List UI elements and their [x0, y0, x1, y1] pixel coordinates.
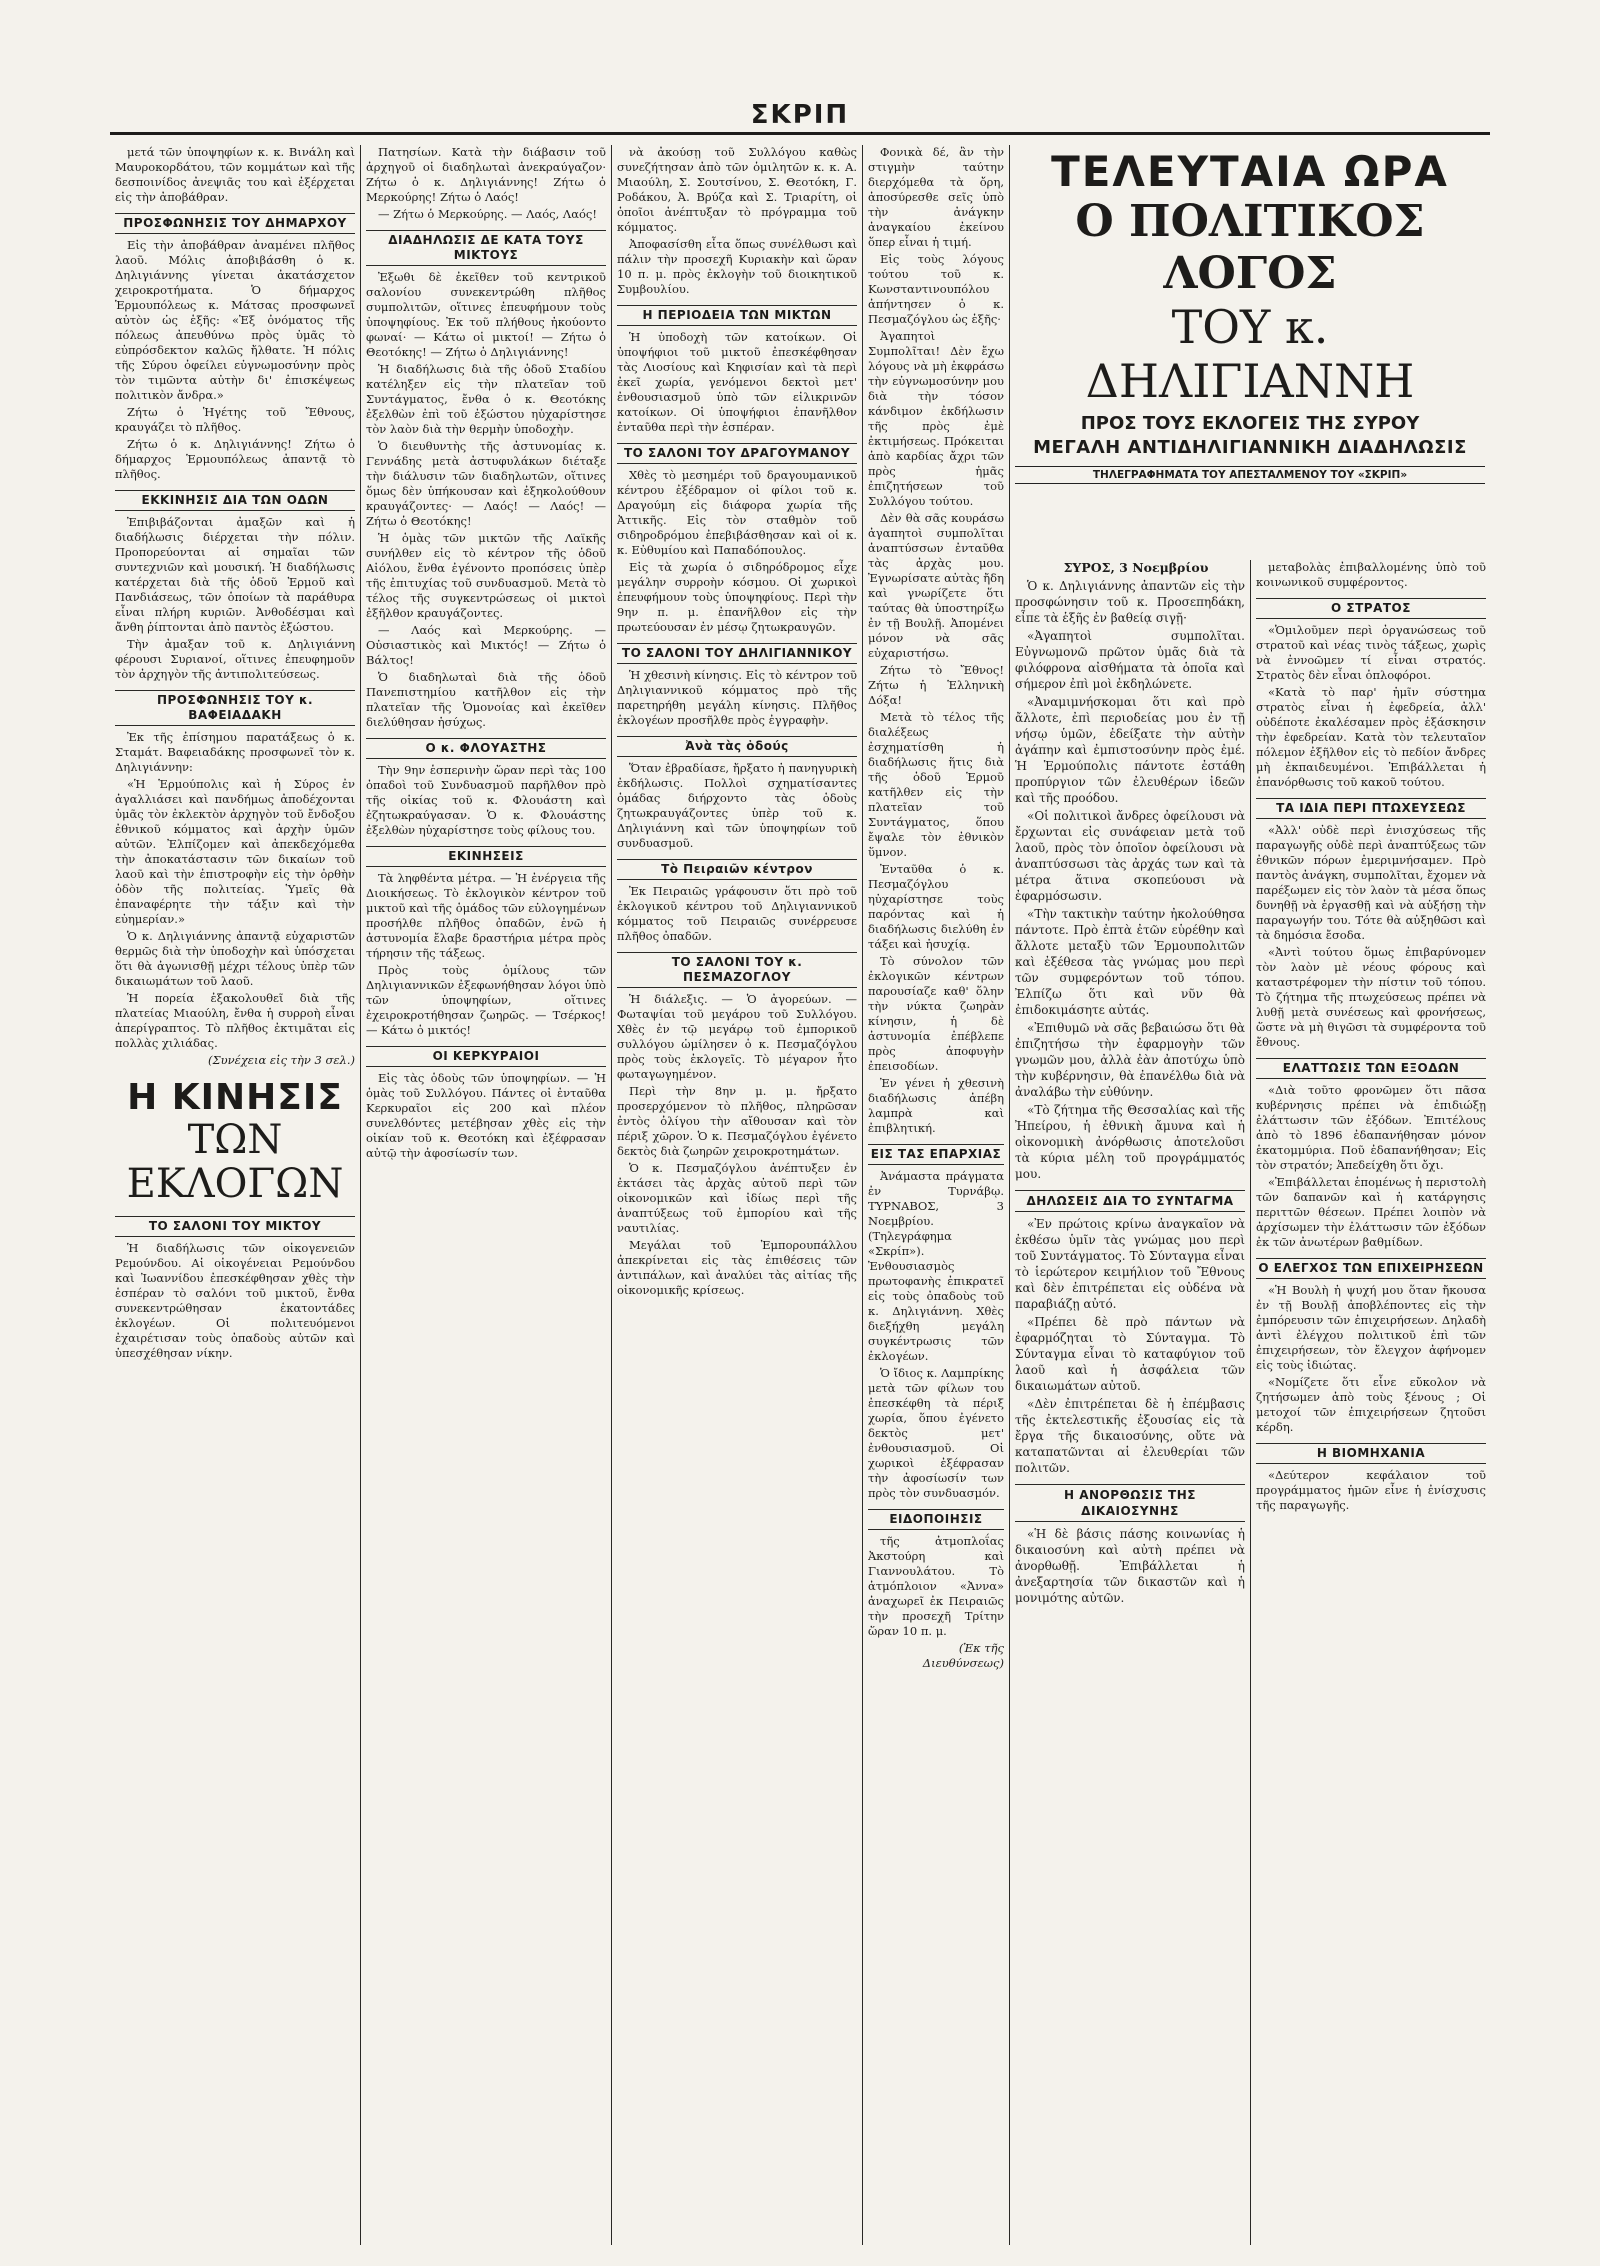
paragraph: Ἡ διαδήλωσις τῶν οἰκογενειῶν Ρεμούνδου. Αἱ οἰκογένειαι Ρεμούνδου καὶ Ἰωαννίδου ἐπεσκέφθησαν χθὲς τὴν ἑσπέραν τὸ σαλόνι τοῦ μικτοῦ, ἔνθα συνεκεντρώθησαν ἑκατοντάδες ἐκλογέων. Οἱ πολιτευόμενοι ἐχαιρέτισαν τοὺς ὀπαδοὺς αὐτῶν καὶ ὑπεσχέθησαν νίκην.	[115, 1241, 355, 1360]
paragraph: «Οἱ πολιτικοὶ ἄνδρες ὀφείλουσι νὰ ἔρχωνται εἰς συνάφειαν μετὰ τοῦ λαοῦ, πρὸς τὸν ὁποῖον ὀφείλουσι νὰ ἀναπτύσσωσι τὰς ἀρχάς των καὶ τὰ μέτρα ἅτινα σκοπεύουσι νὰ ἐφαρμόσωσιν.	[1015, 809, 1245, 903]
paragraph: τῆς ἀτμοπλοΐας Ἀκστούρη καὶ Γιαννουλάτου. Τὸ ἀτμόπλοιον «Ἀννα» ἀναχωρεῖ ἐκ Πειραιῶς τὴν προσεχῆ Τρίτην ὥραν 10 π. μ.	[868, 1534, 1004, 1638]
section-heading: ΠΡΟΣΦΩΝΗΣΙΣ ΤΟΥ κ. ΒΑΦΕΙΑΔΑΚΗ	[115, 690, 355, 726]
lead-kicker: ΤΕΛΕΥΤΑΙΑ ΩΡΑ	[1051, 147, 1449, 196]
masthead: ΣΚΡΙΠ	[750, 100, 850, 130]
paragraph: «Δὲν ἐπιτρέπεται δὲ ἡ ἐπέμβασις τῆς ἐκτελεστικῆς ἐξουσίας εἰς τὰ ἔργα τῆς δικαιοσύνης, οὔτε νὰ καταπατῶνται αἱ ἐλευθερίαι τῶν πολιτῶν.	[1015, 1397, 1245, 1475]
paragraph: «Ἡ δὲ βάσις πάσης κοινωνίας ἡ δικαιοσύνη καὶ αὐτὴ πρέπει νὰ ἀνορθωθῇ. Ἐπιβάλλεται ἡ ἀνεξαρτησία τῶν δικαστῶν καὶ ἡ μονιμότης αὐτῶν.	[1015, 1527, 1245, 1605]
paragraph: — Λαός καὶ Μερκούρης. — Οὐσιαστικὸς καὶ Μικτός! — Ζήτω ὁ Βάλτος!	[366, 623, 606, 667]
masthead-rule	[110, 132, 1490, 135]
column-divider	[1250, 560, 1251, 2245]
paragraph: Ἡ διάλεξις. — Ὁ ἀγορεύων. — Φωταψίαι τοῦ μεγάρου τοῦ Συλλόγου. Χθὲς ἐν τῷ μεγάρῳ τοῦ ἐμπορικοῦ συλλόγου ὡμίλησεν ὁ κ. Πεσμαζόγλου πρὸς τοὺς ἐκλογεῖς. Τὸ μέγαρον ἦτο φωταγωγημένον.	[617, 992, 857, 1081]
column-6	[1256, 560, 1486, 2245]
paragraph: «Δεύτερον κεφάλαιον τοῦ προγράμματος ἡμῶν εἶνε ἡ ἐνίσχυσις τῆς παραγωγῆς.	[1256, 1468, 1486, 1512]
paragraph: «Ἀγαπητοὶ συμπολῖται. Εὐγνωμονῶ πρῶτον ὑμᾶς διὰ τὰ φιλόφρονα αἰσθήματα τὰ ὁποῖα καὶ σήμερον ἐπὶ μοὶ ἐκδηλώνετε.	[1015, 629, 1245, 691]
section-heading: Η ΑΝΟΡΘΩΣΙΣ ΤΗΣ ΔΙΚΑΙΟΣΥΝΗΣ	[1015, 1484, 1245, 1522]
paragraph: Χθὲς τὸ μεσημέρι τοῦ δραγουμανικοῦ κέντρου ἐξέδραμον οἱ φίλοι τοῦ κ. Δραγούμη εἰς διάφορα χωρία τῆς Ἀττικῆς. Εἰς τὸν σταθμὸν τοῦ σιδηροδρόμου ἐπεβιβάσθησαν καὶ οἱ κ. κ. Εὐθυμίου καὶ Παπαδόπουλος.	[617, 468, 857, 557]
column-divider	[862, 145, 863, 2245]
paragraph: Εἰς τὰ χωρία ὁ σιδηρόδρομος εἶχε μεγάλην συρροὴν κόσμου. Οἱ χωρικοὶ ἐπευφήμουν τοὺς ὑποψηφίους. Περὶ τὴν 9ην π. μ. ἐπανῆλθον εἰς τὴν πρωτεύουσαν ἐν μέσῳ ζητωκραυγῶν.	[617, 560, 857, 634]
column-3	[617, 145, 857, 2245]
paragraph: Ἐκ τῆς ἐπίσημου παρατάξεως ὁ κ. Σταμάτ. Βαφειαδάκης προσφωνεῖ τὸν κ. Δηλιγιάννην:	[115, 730, 355, 774]
paragraph: Ὁ διευθυντὴς τῆς ἀστυνομίας κ. Γεννάδης μετὰ ἀστυφυλάκων διέταξε τὴν διάλυσιν τῶν διαδηλωτῶν, οἵτινες ὅμως δὲν ὑπήκουσαν καὶ ἐξηκολούθουν κραυγάζοντες· — Λαός! — Λαός! — Ζήτω ὁ Θεοτόκης!	[366, 439, 606, 528]
paragraph: «Κατὰ τὸ παρ' ἡμῖν σύστημα στρατὸς εἶναι ἡ ἐφεδρεία, ἀλλ' οὐδέποτε ἐκαλέσαμεν πρὸς ἐξάσκησιν τὴν ἐφεδρείαν. Κατὰ τὸν τελευταῖον πόλεμον ἐξῆλθον εἰς τὸ πεδίον ἄνδρες μὴ ἐκπαιδευμένοι. Ἐπιβάλλεται ἡ ἐπανόρθωσις τοῦ κακοῦ τούτου.	[1256, 685, 1486, 789]
column-1	[115, 145, 355, 2245]
section-heading: ΕΚΚΙΝΗΣΙΣ ΔΙΑ ΤΩΝ ΟΔΩΝ	[115, 490, 355, 511]
paragraph: Τὴν 9ην ἑσπερινὴν ὥραν περὶ τὰς 100 ὀπαδοὶ τοῦ Συνδυασμοῦ παρῆλθον πρὸ τῆς οἰκίας τοῦ κ. Φλουάστη καὶ ἐζητωκραύγασαν. Ὁ κ. Φλουάστης ἐξελθὼν ηὐχαρίστησε τοὺς φίλους του.	[366, 763, 606, 837]
paragraph: Ἀγαπητοὶ Συμπολῖται! Δὲν ἔχω λόγους νὰ μὴ ἐκφράσω τὴν εὐγνωμοσύνην μου διὰ τὴν τόσον κάνδιμον ἐκδήλωσιν τῆς πρὸς ἐμὲ ἐκτιμήσεως. Πρόκειται ἀπὸ καρδίας ἄχρι τῶν πρὸς ἡμᾶς ἐπιζητήσεων τοῦ Συλλόγου τούτου.	[868, 329, 1004, 508]
paragraph: «Ἀλλ' οὐδὲ περὶ ἐνισχύσεως τῆς παραγωγῆς οὐδὲ περὶ ἀναπτύξεως τῶν ἐθνικῶν πόρων ἐμεριμνήσαμεν. Πρὸ παντὸς ἀνάγκη, συμπολῖται, ἔχομεν νὰ παρέξωμεν εἰς τὸν λαὸν τὰ μέσα ὅπως δυνηθῇ νὰ ἐργασθῇ καὶ νὰ αὐξήσῃ τὴν παραγωγήν του. Τότε θὰ αὐξηθῶσι καὶ τὰ δημόσια ἔσοδα.	[1256, 823, 1486, 942]
headline-line: ΤΩΝ ΕΚΛΟΓΩΝ	[126, 1117, 344, 1207]
paragraph: Δὲν θὰ σᾶς κουράσω ἀγαπητοὶ συμπολῖται ἀναπτύσσων ἐνταῦθα τὰς ἀρχὰς μου. Ἐγνωρίσατε αὐτὰς ἤδη καὶ γνωρίζετε ὅτι ταύτας θὰ ὑποστηρίξω ἐν τῇ Βουλῇ. Ἀπομένει μόνον νὰ σᾶς εὐχαριστήσω.	[868, 511, 1004, 660]
column-divider	[1009, 145, 1010, 2245]
section-heading: ΤΟ ΣΑΛΟΝΙ ΤΟΥ ΔΡΑΓΟΥΜΑΝΟΥ	[617, 443, 857, 464]
paragraph: Ἐκ Πειραιῶς γράφουσιν ὅτι πρὸ τοῦ ἐκλογικοῦ κέντρου τοῦ Δηλιγιαννικοῦ κόμματος τοῦ Πειραιῶς συνέρρευσε πλῆθος ὀπαδῶν.	[617, 884, 857, 943]
paragraph: «Ἐπιθυμῶ νὰ σᾶς βεβαιώσω ὅτι θὰ ἐπιζητήσω τὴν ἐφαρμογὴν τῶν γνωμῶν μου, ἀλλὰ ἐὰν ἀποτύχω ὑπὸ τὴν κυβέρνησιν, θὰ ἐπανέλθω διὰ νὰ ἀναλάβω τὴν εὐθύνην.	[1015, 1021, 1245, 1099]
section-heading: ΕΚΙΝΗΣΕΙΣ	[366, 846, 606, 867]
section-heading: Ο ΣΤΡΑΤΟΣ	[1256, 598, 1486, 619]
paragraph: «Ἀντὶ τούτου ὅμως ἐπιβαρύνομεν τὸν λαὸν μὲ νέους φόρους καὶ καταστρέφομεν τὴν πίστιν τοῦ τόπου. Τὸ ζήτημα τῆς πτωχεύσεως πρέπει νὰ λυθῇ μετὰ συνέσεως καὶ φρονήσεως, ὥστε νὰ μὴ θιγῶσι τὰ συμφέροντα τοῦ ἔθνους.	[1256, 945, 1486, 1049]
paragraph: «Ἐν πρώτοις κρίνω ἀναγκαῖον νὰ ἐκθέσω ὑμῖν τὰς γνώμας μου περὶ τοῦ Συντάγματος. Τὸ Σύνταγμα εἶναι τὸ ἱερώτερον κειμήλιον τοῦ Ἔθνους καὶ δὲν ἐπιτρέπεται εἰς οὐδένα νὰ παραβιάζῃ αὐτό.	[1015, 1217, 1245, 1311]
section-heading: ΔΗΛΩΣΕΙΣ ΔΙΑ ΤΟ ΣΥΝΤΑΓΜΑ	[1015, 1190, 1245, 1212]
paragraph: Ἐξωθι δὲ ἐκεῖθεν τοῦ κεντρικοῦ σαλονίου συνεκεντρώθη πλῆθος συμπολιτῶν, οἵτινες ἐπευφήμουν τοὺς ὑποψηφίους. Ἐκ τοῦ πλήθους ἠκούοντο φωναί· — Κάτω οἱ μικτοί! — Ζήτω ὁ Θεοτόκης! — Ζήτω ὁ Δηλιγιάννης!	[366, 270, 606, 359]
paragraph: Τὴν ἀμαξαν τοῦ κ. Δηλιγιάννη φέρουσι Συριανοί, οἵτινες ἐπευφημοῦν τὸν ἀρχηγὸν τῆς ἀντιπολιτεύσεως.	[115, 637, 355, 681]
paragraph: Ἐπιβιβάζονται ἀμαξῶν καὶ ἡ διαδήλωσις διέρχεται τὴν πόλιν. Προπορεύονται αἱ σημαῖαι τῶν συντεχνιῶν καὶ μουσική. Ἡ διαδήλωσις κατέρχεται διὰ τῆς ὁδοῦ Ἑρμοῦ καὶ Πανδιάσεως, τῶν ὁποίων τὰ παράθυρα εἶναι πλήρη κυριῶν. Ἀνθοδέσμαι καὶ ἄνθη ῥίπτονται ἀπὸ παντὸς ἐξώστου.	[115, 515, 355, 634]
paragraph: Ὁ κ. Δηλιγιάννης ἀπαντᾷ εὐχαριστῶν θερμῶς διὰ τὴν ὑποδοχὴν καὶ ὑπόσχεται ὅτι θὰ ἀγωνισθῇ μέχρι τέλους ὑπὲρ τῶν δικαιωμάτων τοῦ λαοῦ.	[115, 929, 355, 988]
section-heading: Η ΒΙΟΜΗΧΑΝΙΑ	[1256, 1443, 1486, 1464]
lead-dispatch-label: ΤΗΛΕΓΡΑΦΗΜΑΤΑ ΤΟΥ ΑΠΕΣΤΑΛΜΕΝΟΥ ΤΟΥ «ΣΚΡΙΠ»	[1015, 466, 1485, 484]
lead-headline: ΤΟΥ κ. ΔΗΛΙΓΙΑΝΝΗ	[1085, 300, 1415, 408]
paragraph: Ζήτω ὁ Ἡγέτης τοῦ Ἔθνους, κραυγάζει τὸ πλῆθος.	[115, 405, 355, 434]
paragraph: Περὶ τὴν 8ην μ. μ. ἤρξατο προσερχόμενον τὸ πλῆθος, πληρῶσαν ἐντὸς ὀλίγου τὴν αἴθουσαν καὶ τὸν πέριξ χῶρον. Ὁ κ. Πεσμαζόγλου ἐγένετο δεκτὸς διὰ ζωηρῶν χειροκροτημάτων.	[617, 1084, 857, 1158]
paragraph: Μεγάλαι τοῦ Ἐμπορουπάλλου ἀπεκρίνεται εἰς τὰς ἐπιθέσεις τῶν ἀντιπάλων, καὶ ἀναλύει τὰς αἰτίας τῆς οἰκονομικῆς κρίσεως.	[617, 1238, 857, 1297]
paragraph: Ἀνάμαστα πράγματα ἐν Τυρνάβῳ. ΤΥΡΝΑΒΟΣ, 3 Νοεμβρίου. (Τηλεγράφημα «Σκρίπ»). Ἐνθουσιασμὸς πρωτοφανὴς ἐπικρατεῖ εἰς τοὺς ὀπαδοὺς τοῦ κ. Δηλιγιάννη. Χθὲς διεξήχθη μεγάλη συγκέντρωσις τῶν ἐκλογέων.	[868, 1169, 1004, 1363]
paragraph: «Νομίζετε ὅτι εἶνε εὔκολον νὰ ζητήσωμεν ἀπὸ τοὺς ξένους ; Οἱ μετοχοί τῶν ἐπιχειρήσεων ζητοῦσι κέρδη.	[1256, 1375, 1486, 1434]
paragraph: Ὁ ἴδιος κ. Λαμπρίκης μετὰ τῶν φίλων του ἐπεσκέφθη τὰ πέριξ χωρία, ὅπου ἐγένετο δεκτὸς μετ' ἐνθουσιασμοῦ. Οἱ χωρικοὶ ἐξέφρασαν τὴν ἀφοσίωσίν των πρὸς τὸν συνδυασμόν.	[868, 1366, 1004, 1500]
paragraph: «Ἐπιβάλλεται ἑπομένως ἡ περιστολὴ τῶν δαπανῶν καὶ ἡ κατάργησις περιττῶν θέσεων. Πρέπει λοιπὸν νὰ ἀρχίσωμεν τὴν ἐλάττωσιν τῶν ἐξόδων ἐκ τῶν ἀνωτέρων βαθμίδων.	[1256, 1175, 1486, 1249]
paragraph: Ὁ διαδηλωταὶ διὰ τῆς ὁδοῦ Πανεπιστημίου κατῆλθον εἰς τὴν πλατεῖαν τῆς Ὁμονοίας καὶ ἐκεῖθεν διελύθησαν ἡσύχως.	[366, 670, 606, 729]
headline-line: Η ΚΙΝΗΣΙΣ	[127, 1077, 343, 1118]
section-heading: Ο ΕΛΕΓΧΟΣ ΤΩΝ ΕΠΙΧΕΙΡΗΣΕΩΝ	[1256, 1258, 1486, 1279]
section-heading: ΟΙ ΚΕΡΚΥΡΑΙΟΙ	[366, 1046, 606, 1067]
paragraph: Πρὸς τοὺς ὁμίλους τῶν Δηλιγιαννικῶν ἐξεφωνήθησαν λόγοι ὑπὸ τῶν ὑποψηφίων, οἵτινες ἐχειροκροτήθησαν ζωηρῶς. — Τσέρκος! — Κάτω ὁ μικτός!	[366, 963, 606, 1037]
paragraph: Ἡ διαδήλωσις διὰ τῆς ὁδοῦ Σταδίου κατέληξεν εἰς τὴν πλατεῖαν τοῦ Συντάγματος, ἔνθα ὁ κ. Θεοτόκης ἐξελθὼν ἐπὶ τοῦ ἐξώστου ηὐχαρίστησε τὸν λαὸν διὰ τὴν θερμὴν ὑποδοχὴν.	[366, 362, 606, 436]
section-heading: ΕΙΔΟΠΟΙΗΣΙΣ	[868, 1509, 1004, 1530]
column-5	[1015, 560, 1245, 2245]
paragraph: Ἐν γένει ἡ χθεσινὴ διαδήλωσις ἀπέβη λαμπρὰ καὶ ἐπιβλητική.	[868, 1076, 1004, 1135]
paragraph: «Ἡ Ἑρμούπολις καὶ ἡ Σύρος ἐν ἀγαλλιάσει καὶ πανδήμως ἀποδέχονται ὑμᾶς τὸν ἐκλεκτὸν ἀρχηγὸν τοῦ ἔνδοξου ἐθνικοῦ κόμματος καὶ ἀρχὴν ὑμῶν αὐτῶν. Ἐλπίζομεν καὶ ἀπεκδεχόμεθα τὴν ἀποκατάστασιν τῶν δικαίων τοῦ λαοῦ καὶ τὴν ἐπιστροφὴν εἰς τὴν ὀρθὴν ὁδὸν τῆς πολιτείας. Ὑμεῖς θὰ ἐπαναφέρητε τὴν τάξιν καὶ τὴν εὐημερίαν.»	[115, 777, 355, 926]
section-heading: Ο κ. ΦΛΟΥΑΣΤΗΣ	[366, 738, 606, 759]
paragraph: «Ἡ Βουλὴ ἡ ψυχή μου ὅταν ἤκουσα ἐν τῇ Βουλῇ ἀποβλέποντες εἰς τὴν ἐμπόρευσιν τῶν ἐπιχειρήσεων. Δηλαδὴ ἀντὶ ἐλέγχου πολιτικοῦ ἐπὶ τῶν ἐπιχειρήσεων, τὸν ἔλεγχον ἀφήνομεν εἰς τοὺς ἰδιώτας.	[1256, 1283, 1486, 1372]
section-heading: Τὸ Πειραιῶν κέντρον	[617, 859, 857, 880]
paragraph: Ἀποφασίσθη εἶτα ὅπως συνέλθωσι καὶ πάλιν τὴν προσεχῆ Κυριακὴν καὶ ὥραν 10 π. μ. πρὸς ἐκλογὴν τοῦ διοικητικοῦ Συμβουλίου.	[617, 237, 857, 296]
paragraph: Ζήτω τὸ Ἔθνος! Ζήτω ἡ Ἑλληνικὴ Δόξα!	[868, 663, 1004, 707]
section-heading: ΔΙΑΔΗΛΩΣΙΣ ΔΕ ΚΑΤΑ ΤΟΥΣ ΜΙΚΤΟΥΣ	[366, 230, 606, 266]
paragraph: «Ἀναμιμνήσκομαι ὅτι καὶ πρὸ ἄλλοτε, ἐπὶ περιοδείας μου ἐν τῇ νήσῳ ὑμῶν, ἐδείξατε τὴν αὐτὴν ἀγάπην καὶ ἐμπιστοσύνην πρὸς ἐμέ. Ἡ Ἑρμούπολις πάντοτε ἐστάθη προπύργιον τῶν ἐλευθέρων ἰδεῶν καὶ τῆς προόδου.	[1015, 695, 1245, 805]
column-divider	[360, 145, 361, 2245]
dateline: ΣΥΡΟΣ, 3 Νοεμβρίου	[1063, 560, 1209, 575]
section-heading: ΠΡΟΣΦΩΝΗΣΙΣ ΤΟΥ ΔΗΜΑΡΧΟΥ	[115, 213, 355, 234]
paragraph: «Ὁμιλοῦμεν περὶ ὀργανώσεως τοῦ στρατοῦ καὶ νέας τινὸς τάξεως, χωρὶς νὰ ἐννοῶμεν τί εἶναι στρατός. Στρατὸς δὲν εἶναι ὁπλοφόροι.	[1256, 623, 1486, 682]
continuation-note: (Συνέχεια εἰς τὴν 3 σελ.)	[208, 1053, 355, 1067]
section-heading: ΤΑ ΙΔΙΑ ΠΕΡΙ ΠΤΩΧΕΥΣΕΩΣ	[1256, 798, 1486, 819]
paragraph: Τὰ ληφθέντα μέτρα. — Ἡ ἐνέργεια τῆς Διοικήσεως. Τὸ ἐκλογικὸν κέντρον τοῦ μικτοῦ καὶ τῆς ὁμάδος τῶν εὐλογημένων προσήλθε πλῆθος ὀπαδῶν, ἐνῶ ἡ ἀστυνομία ἔλαβε δραστήρια μέτρα πρὸς τήρησιν τῆς τάξεως.	[366, 871, 606, 960]
section-heading: Ἀνὰ τὰς ὁδούς	[617, 736, 857, 757]
lead-subheadline: ΜΕΓΑΛΗ ΑΝΤΙΔΗΛΙΓΙΑΝΝΙΚΗ ΔΙΑΔΗΛΩΣΙΣ	[1033, 437, 1467, 458]
paragraph: Ἡ χθεσινὴ κίνησις. Εἰς τὸ κέντρον τοῦ Δηλιγιαννικοῦ κόμματος πρὸ τῆς παρετηρήθη μεγάλη κίνησις. Πλῆθος ἐκλογέων προσῆλθε πρὸς ἐγγραφὴν.	[617, 668, 857, 727]
paragraph: Ὁ κ. Δηλιγιάννης ἀπαντῶν εἰς τὴν προσφώνησιν τοῦ κ. Προσεπηδάκη, εἶπε τὰ ἑξῆς ἐν βαθείᾳ σιγῇ·	[1015, 579, 1245, 625]
paragraph: Πατησίων. Κατὰ τὴν διάβασιν τοῦ ἀρχηγοῦ οἱ διαδηλωταὶ ἀνεκραύγαζον· Ζήτω ὁ κ. Δηλιγιάννης! Ζήτω ὁ Μερκούρης! Ζήτω ὁ Λαός!	[366, 145, 606, 204]
paragraph: μετά τῶν ὑποψηφίων κ. κ. Βινάλη καὶ Μαυροκορδάτου, τῶν κομμάτων καὶ τῆς δεσποινίδος ἀνεψιᾶς του καὶ ἐξέρχεται εἰς τὴν ἀποβάθραν.	[115, 145, 355, 204]
section-heading: ΕΙΣ ΤΑΣ ΕΠΑΡΧΙΑΣ	[868, 1144, 1004, 1165]
signoff: (Ἐκ τῆς Διευθύνσεως)	[922, 1641, 1004, 1670]
paragraph: νὰ ἀκούσῃ τοῦ Συλλόγου καθὼς συνεζήτησαν ἀπὸ τῶν ὁμιλητῶν κ. κ. Α. Μιαούλη, Σ. Σουτσίνου, Σ. Θεοτόκη, Γ. Ροδάκου, Ἀ. Βρύζα καὶ Σ. Τριαρίτη, οἱ ὁποῖοι ἀνέπτυξαν τὸ πρόγραμμα τοῦ κόμματος.	[617, 145, 857, 234]
paragraph: Εἰς τὰς ὁδοὺς τῶν ὑποψηφίων. — Ἡ ὁμὰς τοῦ Συλλόγου. Πάντες οἱ ἐνταῦθα Κερκυραῖοι εἰς 200 καὶ πλέον συνελθόντες μετέβησαν χθὲς εἰς τὴν οἰκίαν τοῦ κ. Θεοτόκη καὶ ἐξέφρασαν αὐτῷ τὴν ἀφοσίωσίν των.	[366, 1071, 606, 1160]
section-heading: Η ΠΕΡΙΟΔΕΙΑ ΤΩΝ ΜΙΚΤΩΝ	[617, 305, 857, 326]
column-4	[868, 145, 1004, 2245]
paragraph: Ἐνταῦθα ὁ κ. Πεσμαζόγλου ηὐχαρίστησε τοὺς παρόντας καὶ ἡ διαδήλωσις διελύθη ἐν τάξει καὶ ἡσυχίᾳ.	[868, 862, 1004, 951]
section-heading: ΤΟ ΣΑΛΟΝΙ ΤΟΥ ΔΗΛΙΓΙΑΝΝΙΚΟΥ	[617, 643, 857, 664]
paragraph: — Ζήτω ὁ Μερκούρης. — Λαός, Λαός!	[378, 207, 597, 221]
section-heading: ΤΟ ΣΑΛΟΝΙ ΤΟΥ κ. ΠΕΣΜΑΖΟΓΛΟΥ	[617, 952, 857, 988]
section-heading: ΕΛΑΤΤΩΣΙΣ ΤΩΝ ΕΞΟΔΩΝ	[1256, 1058, 1486, 1079]
paragraph: «Πρέπει δὲ πρὸ πάντων νὰ ἐφαρμόζηται τὸ Σύνταγμα. Τὸ Σύνταγμα εἶναι τὸ καταφύγιον τοῦ λαοῦ καὶ ἡ ἀσφάλεια τῶν δικαιωμάτων αὐτοῦ.	[1015, 1315, 1245, 1393]
elections-headline	[115, 1078, 355, 1206]
section-heading: ΤΟ ΣΑΛΟΝΙ ΤΟΥ ΜΙΚΤΟΥ	[115, 1216, 355, 1237]
lead-subheadline: ΠΡΟΣ ΤΟΥΣ ΕΚΛΟΓΕΙΣ ΤΗΣ ΣΥΡΟΥ	[1080, 413, 1420, 434]
column-divider	[611, 145, 612, 2245]
lead-headline-block	[1015, 148, 1485, 484]
column-2	[366, 145, 606, 2245]
paragraph: μεταβολὰς ἐπιβαλλομένης ὑπὸ τοῦ κοινωνικοῦ συμφέροντος.	[1256, 560, 1486, 589]
paragraph: Τὸ σύνολον τῶν ἐκλογικῶν κέντρων παρουσίαζε καθ' ὅλην τὴν νύκτα ζωηρὰν κίνησιν, ἡ δὲ ἀστυνομία ἐπέβλεπε πρὸς ἀποφυγὴν ἐπεισοδίων.	[868, 954, 1004, 1073]
paragraph: Μετὰ τὸ τέλος τῆς διαλέξεως ἐσχηματίσθη ἡ διαδήλωσις ἥτις διὰ τῆς ὁδοῦ Ἑρμοῦ κατῆλθεν εἰς τὴν πλατεῖαν τοῦ Συντάγματος, ὅπου ἔψαλε τὸν ἐθνικὸν ὕμνον.	[868, 710, 1004, 859]
paragraph: Ἡ ὁμὰς τῶν μικτῶν τῆς Λαϊκῆς συνήλθεν εἰς τὸ κέντρον τῆς ὁδοῦ Αἰόλου, ἔνθα ἐγένοντο προπόσεις ὑπὲρ τῆς ἐπιτυχίας τοῦ συνδυασμοῦ. Μετὰ τὸ τέλος τῆς συγκεντρώσεως οἱ μικτοὶ ἐξῆλθον κραυγάζοντες.	[366, 531, 606, 620]
paragraph: Εἰς τὴν ἀποβάθραν ἀναμένει πλῆθος λαοῦ. Μόλις ἀποβιβάσθη ὁ κ. Δηλιγιάννης γίνεται ἀκατάσχετον χειροκροτήματα. Ὁ δήμαρχος Ἑρμουπόλεως κ. Μάτσας προσφωνεῖ αὐτὸν ὡς ἑξῆς: «Ἐξ ὀνόματος τῆς πόλεως ἀπευθύνω πρὸς ὑμᾶς τὸ εὐπρόσδεκτον καλῶς ἤλθατε. Ἡ πόλις τῆς Σύρου ὀφείλει εὐγνωμοσύνην πρὸς τὸν τιμῶντα αὐτὴν δι' ἐπισκέψεως πολιτικὸν ἄνδρα.»	[115, 238, 355, 402]
paragraph: «Διὰ τοῦτο φρονῶμεν ὅτι πᾶσα κυβέρνησις πρέπει νὰ ἐπιδιώξῃ ἐλάττωσιν τῶν ἐξόδων. Ἐπιτέλους ἀπὸ τὸ 1896 ἐδαπανήθησαν μόνον ἑκατομμύρια. Ποῦ ἐδαπανήθησαν; Εἰς τὸν στρατόν; Ἀπεδείχθη ὅτι ὄχι.	[1256, 1083, 1486, 1172]
paragraph: Εἰς τοὺς λόγους τούτου τοῦ κ. Κωνσταντινουπόλου ἀπήντησεν ὁ κ. Πεσμαζόγλου ὡς ἑξῆς·	[868, 252, 1004, 326]
paragraph: Ὅταν ἐβραδίασε, ἤρξατο ἡ πανηγυρικὴ ἐκδήλωσις. Πολλοὶ σχηματίσαντες ὁμάδας διήρχοντο τὰς ὁδοὺς ζητωκραυγάζοντες ὑπὲρ τοῦ κ. Δηλιγιάννη καὶ τῶν ὑποψηφίων τοῦ συνδυασμοῦ.	[617, 761, 857, 850]
paragraph: Φονικὰ δέ, ἂν τὴν στιγμὴν ταύτην διερχόμεθα τὰ ὄρη, ἀποσύρεσθε σεῖς ὑπὸ τὴν ἀνάγκην ἀναγκαίου ἐκείνου ὅπερ εἶναι ἡ τιμή.	[868, 145, 1004, 249]
paragraph: Ἡ πορεία ἐξακολουθεῖ διὰ τῆς πλατείας Μιαούλη, ἔνθα ἡ συρροὴ εἶναι ἀπερίγραπτος. Τὸ πλῆθος ἐκτιμᾶται εἰς πολλὰς χιλιάδας.	[115, 991, 355, 1050]
paragraph: Ἡ ὑποδοχὴ τῶν κατοίκων. Οἱ ὑποψήφιοι τοῦ μικτοῦ ἐπεσκέφθησαν τὰς Λιοσίους καὶ Κηφισίαν καὶ τὰ περὶ ἐκεῖ χωρία, γενόμενοι δεκτοὶ μετ' ἐνθουσιασμοῦ ὑπὸ τῶν εἰλικρινῶν κατοίκων. Οἱ ὑποψήφιοι ἐπανῆλθον ἐνταῦθα περὶ τὴν ἑσπέραν.	[617, 330, 857, 434]
paragraph: «Τὴν τακτικὴν ταύτην ἠκολούθησα πάντοτε. Πρὸ ἐπτὰ ἐτῶν εὑρέθην καὶ ἄλλοτε μεταξὺ τῶν Ἑρμουπολιτῶν καὶ ἐξέθεσα τὰς γνώμας μου περὶ τῶν συμφερόντων τοῦ τόπου. Ἐλπίζω ὅτι καὶ νῦν θὰ ἐπιδοκιμάσητε αὐτάς.	[1015, 907, 1245, 1017]
paragraph: Ζήτω ὁ κ. Δηλιγιάννης! Ζήτω ὁ δήμαρχος Ἑρμουπόλεως ἀπαντᾷ τὸ πλῆθος.	[115, 437, 355, 481]
paragraph: Ὁ κ. Πεσμαζόγλου ἀνέπτυξεν ἐν ἐκτάσει τὰς ἀρχὰς αὐτοῦ περὶ τῶν οἰκονομικῶν καὶ ἰδίως περὶ τῆς ἀναπτύξεως τοῦ ἐμπορίου καὶ τῆς ναυτιλίας.	[617, 1161, 857, 1235]
lead-headline: Ο ΠΟΛΙΤΙΚΟΣ ΛΟΓΟΣ	[1075, 196, 1425, 299]
paragraph: «Τὸ ζήτημα τῆς Θεσσαλίας καὶ τῆς Ἠπείρου, ἡ ἐθνικὴ ἄμυνα καὶ ἡ οἰκονομικὴ ἀνόρθωσις ἀποτελοῦσι τὰ κύρια μέλη τοῦ προγράμματός μου.	[1015, 1103, 1245, 1181]
